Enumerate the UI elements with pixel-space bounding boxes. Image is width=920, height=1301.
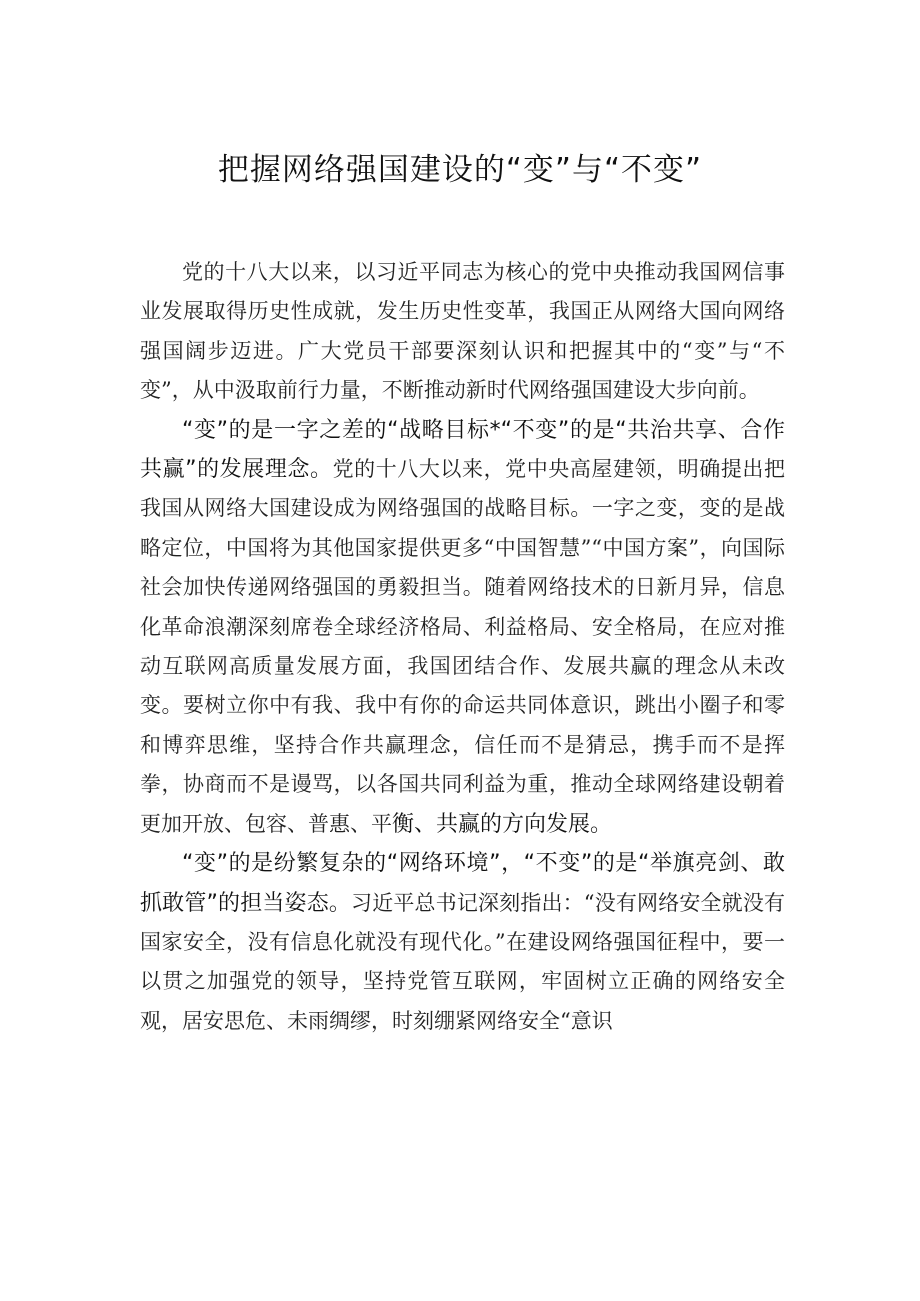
article-body — [140, 253, 785, 1041]
paragraph-3 — [140, 844, 785, 1041]
paragraph-3-lead: “变”的是纷繁复杂的“网络环境”，“不变”的是“举旗亮剑、敢抓敢管”的担当姿态。 — [140, 851, 785, 916]
paragraph-2 — [140, 411, 785, 844]
paragraph-1 — [140, 253, 785, 411]
paragraph-2-lead: “变”的是一字之差的“战略目标*“不变”的是“共治共享、合作共赢”的发展理念。 — [140, 417, 785, 483]
paragraph-1-text: 党的十八大以来，以习近平同志为核心的党中央推动我国网信事业发展取得历史性成就，发生历史性变革，我国正从网络大国向网络强国阔步迈进。广大党员干部要深刻认识和把握其中的“变”与“不变”，从中汲取前行力量，不断推动新时代网络强国建设大步向前。 — [140, 260, 785, 403]
paragraph-2-tail: 衡、共赢的方向发展。 — [392, 811, 613, 837]
paragraph-3-text: 习近平总书记深刻指出：“没有网络安全就没有国家安全，没有信息化就没有现代化。”在建设网络强国征程中，要一以贯之加强党的领导，坚持党管互联网，牢固树立正确的网络安全观，居安思危、未雨绸缪，时刻绷紧网络安全“意识 — [140, 890, 786, 1033]
paragraph-2-text: 党的十八大以来，党中央高屋建领，明确提出把我国从网络大国建设成为网络强国的战略目标。一字之变，变的是战略定位，中国将为其他国家提供更多“中国智慧”“中国方案”，向国际社会加快传递网络强国的勇毅担当。随着网络技术的日新月异，信息化革命浪潮深刻席卷全球经济格局、利益格局、安全格局，在应对推动互联网高质量发展方面，我国团结合作、发展共赢的理念从未改变。要树立你中有我、我中有你的命运共同体意识，跳出小圈子和零和博弈思维，坚持合作共赢理念，信任而不是猜忌，携手而不是挥拳，协商而不是谩骂，以各国共同利益为重，推动全球网络建设朝着更加开放、包容、普惠、平 — [140, 457, 786, 836]
page-title: 把握网络强国建设的“变”与“不变” — [217, 152, 703, 188]
